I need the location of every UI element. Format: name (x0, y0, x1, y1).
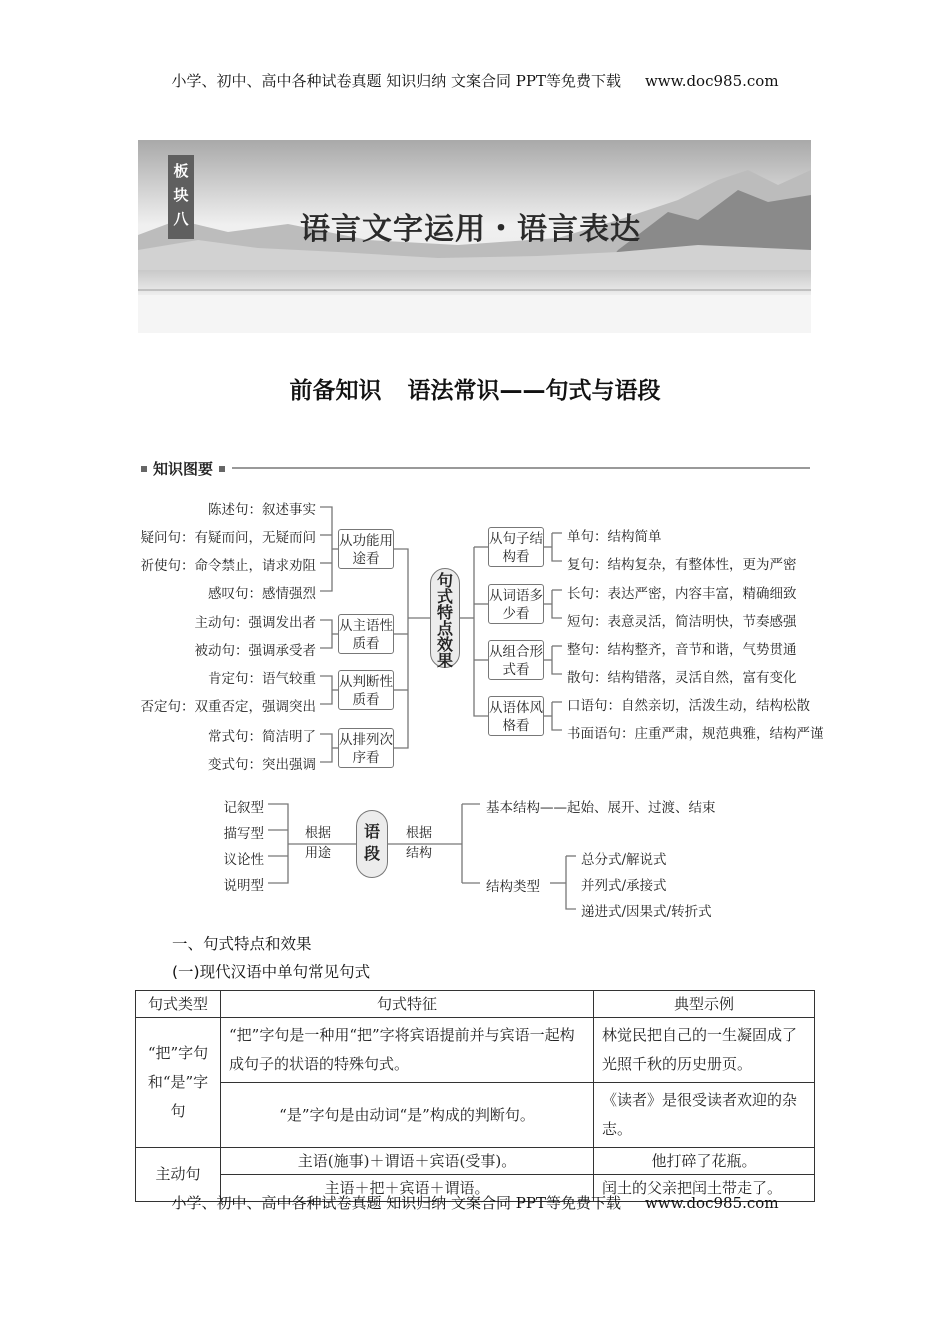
map-item: 否定句：双重否定，强调突出 (140, 699, 316, 715)
title-part2: 语法常识——句式与语段 (407, 378, 661, 404)
section-tag (168, 155, 194, 239)
map-item: 陈述句：叙述事实 (208, 502, 316, 518)
map-category-box: 从语体风格看 (488, 696, 544, 736)
map-category-box: 从主语性质看 (338, 614, 394, 654)
banner-title: 语言文字运用・语言表达 (300, 212, 641, 247)
table-cell-feature: 主语(施事)＋谓语＋宾语(受事)。 (221, 1148, 594, 1175)
map2-item: 议论性 (223, 852, 264, 868)
table-cell-type: 主动句 (136, 1148, 221, 1202)
table-row (136, 1018, 815, 1083)
map-item: 整句：结构整齐，音节和谐，气势贯通 (567, 642, 797, 658)
title-part1: 前备知识 (289, 378, 382, 404)
map2-item: 说明型 (223, 878, 264, 894)
table-cell-example: 《读者》是很受读者欢迎的杂志。 (594, 1083, 815, 1148)
section-label: 知识图要 (153, 460, 214, 478)
map-item: 疑问句：有疑而问，无疑而问 (140, 530, 316, 546)
table-row (136, 1148, 815, 1175)
divider (232, 467, 810, 469)
map2-center-node: 语段 (356, 810, 388, 878)
map-item: 变式句：突出强调 (208, 757, 316, 773)
map2-type: 并列式/承接式 (581, 878, 667, 894)
map-item: 常式句：简洁明了 (208, 729, 316, 745)
map-item: 散句：结构错落，灵活自然，富有变化 (567, 670, 797, 686)
table-row (136, 1083, 815, 1148)
map-category-box: 从组合形式看 (488, 640, 544, 680)
header-site: www.doc985.com (644, 72, 779, 90)
table-cell-example: 他打碎了花瓶。 (594, 1148, 815, 1175)
map-category-box: 从判断性质看 (338, 670, 394, 710)
map-item: 单句：结构简单 (567, 529, 662, 545)
square-icon (141, 466, 147, 472)
map2-basic: 基本结构——起始、展开、过渡、结束 (486, 800, 716, 816)
map-item: 肯定句：语气较重 (208, 671, 316, 687)
heading-2: (一)现代汉语中单句常见句式 (172, 963, 371, 981)
map-category-box: 从句子结构看 (488, 527, 544, 567)
table-header: 句式类型 (136, 991, 221, 1018)
map2-type: 总分式/解说式 (581, 852, 667, 868)
table-cell-example: 闰土的父亲把闰土带走了。 (594, 1175, 815, 1202)
table-cell-feature: “是”字句是由动词“是”构成的判断句。 (221, 1083, 594, 1148)
map-item: 被动句：强调承受者 (194, 643, 316, 659)
square-icon (219, 466, 225, 472)
heading-1: 一、句式特点和效果 (172, 935, 312, 953)
map-item: 主动句：强调发出者 (194, 615, 316, 631)
map2-type: 递进式/因果式/转折式 (581, 904, 712, 920)
table-header: 典型示例 (594, 991, 815, 1018)
header-text: 小学、初中、高中各种试卷真题 知识归纳 文案合同 PPT等免费下载 (171, 72, 621, 90)
table-header-row (136, 991, 815, 1018)
table-cell-example: 林觉民把自己的一生凝固成了光照千秋的历史册页。 (594, 1018, 815, 1083)
map-center-node: 句式特点效果 (430, 568, 460, 668)
map-item: 短句：表意灵活，简洁明快，节奏感强 (567, 614, 797, 630)
map-item: 口语句：自然亲切，活泼生动，结构松散 (567, 698, 810, 714)
map2-item: 描写型 (223, 826, 264, 842)
page-header (0, 70, 950, 91)
page-title (0, 372, 950, 405)
page-footer (0, 1192, 950, 1213)
map-category-box: 从排列次序看 (338, 728, 394, 768)
map2-types-label: 结构类型 (486, 879, 540, 895)
section-header (141, 458, 225, 479)
table-cell-type: “把”字句和“是”字句 (136, 1018, 221, 1148)
table-header: 句式特征 (221, 991, 594, 1018)
tag-char: 八 (173, 210, 189, 228)
map-category-box: 从词语多少看 (488, 584, 544, 624)
map2-right-label: 根据结构 (406, 826, 433, 861)
map-category-box: 从功能用途看 (338, 529, 394, 569)
footer-site: www.doc985.com (644, 1194, 779, 1212)
footer-text: 小学、初中、高中各种试卷真题 知识归纳 文案合同 PPT等免费下载 (171, 1194, 621, 1212)
table-cell-feature: “把”字句是一种用“把”字将宾语提前并与宾语一起构成句子的状语的特殊句式。 (221, 1018, 594, 1083)
map2-item: 记叙型 (223, 800, 264, 816)
tag-char: 板 (173, 162, 189, 180)
map-item: 书面语句：庄重严肃，规范典雅，结构严谨 (567, 726, 824, 742)
sentence-type-table (135, 990, 815, 1202)
map-item: 感叹句：感情强烈 (208, 586, 316, 602)
map-item: 祈使句：命令禁止，请求劝阻 (140, 558, 316, 574)
map-item: 复句：结构复杂，有整体性，更为严密 (567, 557, 797, 573)
map-item: 长句：表达严密，内容丰富，精确细致 (567, 586, 797, 602)
table-cell-feature: 主语＋把＋宾语＋谓语。 (221, 1175, 594, 1202)
map2-left-label: 根据用途 (305, 826, 332, 861)
tag-char: 块 (173, 186, 189, 204)
